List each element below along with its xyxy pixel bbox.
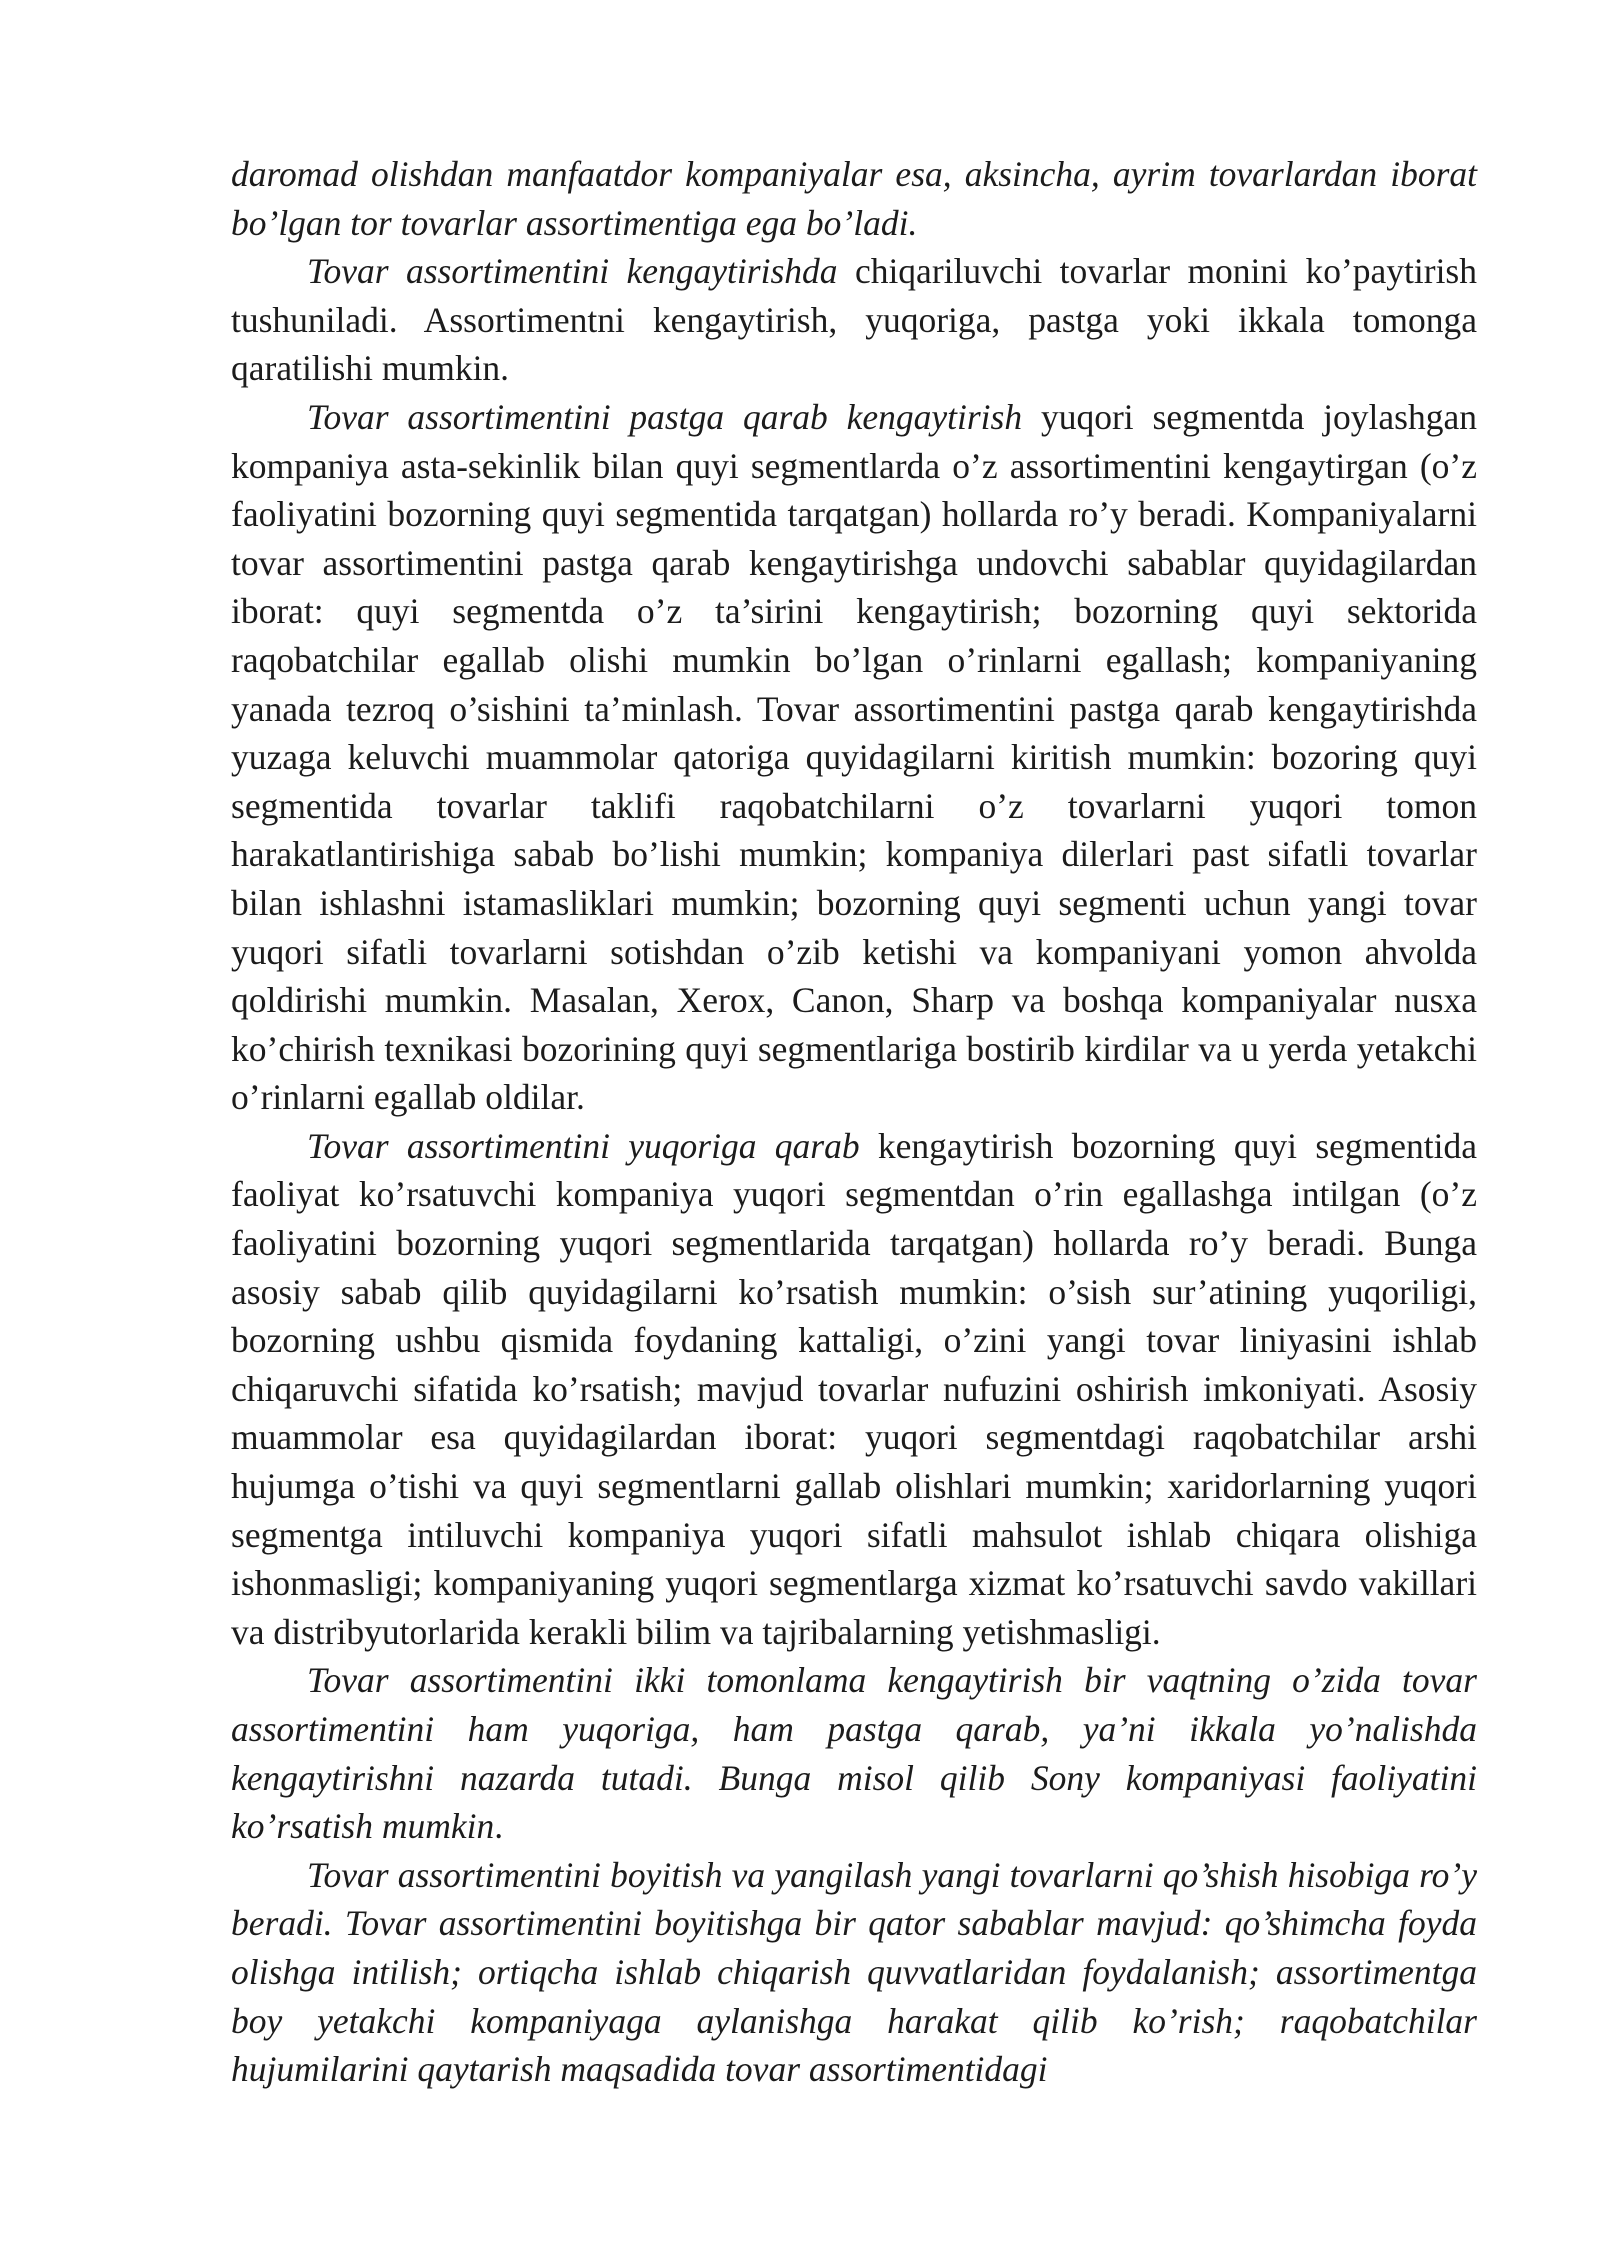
paragraph-2-text: chiqariluvchi tovarlar monini ko’paytirish tushuniladi. Assortimentni kengaytirish, yuqoriga, pastga yoki ikkala tomonga qaratilishi mumkin. xyxy=(231,251,1477,389)
paragraph-2 xyxy=(231,247,1477,393)
paragraph-4-term: Tovar assortimentini yuqoriga qarab xyxy=(307,1125,860,1166)
paragraph-4 xyxy=(231,1122,1477,1657)
paragraph-1-text: daromad olishdan manfaatdor kompaniyalar esa, aksincha, ayrim tovarlardan iborat bo’lgan tor tovarlar assortimentiga ega bo’ladi. xyxy=(231,154,1477,243)
paragraph-3 xyxy=(231,393,1477,1122)
paragraph-5-end: . xyxy=(494,1806,504,1847)
document-page xyxy=(231,150,1477,2094)
paragraph-6-text: Tovar assortimentini boyitish va yangilash yangi tovarlarni qo’shish hisobiga ro’y beradi. Tovar assortimentini boyitishga bir qator sabablar mavjud: qo’shimcha foyda olishga intilish; ortiqcha ishlab chiqarish quvvatlaridan foydalanish; assortimentga boy yetakchi kompaniyaga aylanishga harakat qilib ko’rish; raqobatchilar hujumilarini qaytarish maqsadida tovar assortimentidagi xyxy=(231,1854,1477,2090)
paragraph-1 xyxy=(231,150,1477,247)
paragraph-3-term: Tovar assortimentini pastga qarab kengaytirish xyxy=(307,396,1023,437)
paragraph-2-term: Tovar assortimentini kengaytirishda xyxy=(307,251,838,292)
paragraph-3-text: yuqori segmentda joylashgan kompaniya asta-sekinlik bilan quyi segmentlarda o’z assortimentini kengaytirgan (o’z faoliyatini bozorning quyi segmentida tarqatgan) hollarda ro’y beradi. Kompaniyalarni tovar assortimentini pastga qarab kengaytirishga undovchi sabablar quyidagilardan iborat: quyi segmentda o’z ta’sirini kengaytirish; bozorning quyi sektorida raqobatchilar egallab olishi mumkin bo’lgan o’rinlarni egallash; kompaniyaning yanada tezroq o’sishini ta’minlash. Tovar assortimentini pastga qarab kengaytirishda yuzaga keluvchi muammolar qatoriga quyidagilarni kiritish mumkin: bozoring quyi segmentida tovarlar taklifi raqobatchilarni o’z tovarlarni yuqori tomon harakatlantirishiga sabab bo’lishi mumkin; kompaniya dilerlari past sifatli tovarlar bilan ishlashni istamasliklari mumkin; bozorning quyi segmenti uchun yangi tovar yuqori sifatli tovarlarni sotishdan o’zib ketishi va kompaniyani yomon ahvolda qoldirishi mumkin. Masalan, Xerox, Canon, Sharp va boshqa kompaniyalar nusxa ko’chirish texnikasi bozorining quyi segmentlariga bostirib kirdilar va u yerda yetakchi o’rinlarni egallab oldilar. xyxy=(231,396,1477,1118)
paragraph-5-text: Tovar assortimentini ikki tomonlama kengaytirish bir vaqtning o’zida tovar assortimentini ham yuqoriga, ham pastga qarab, ya’ni ikkala yo’nalishda kengaytirishni nazarda tutadi. Bunga misol qilib Sony kompaniyasi faoliyatini ko’rsatish mumkin xyxy=(231,1660,1477,1847)
paragraph-6 xyxy=(231,1851,1477,2094)
paragraph-5 xyxy=(231,1656,1477,1850)
paragraph-4-text: kengaytirish bozorning quyi segmentida faoliyat ko’rsatuvchi kompaniya yuqori segmentdan o’rin egallashga intilgan (o’z faoliyatini bozorning yuqori segmentlarida tarqatgan) hollarda ro’y beradi. Bunga asosiy sabab qilib quyidagilarni ko’rsatish mumkin: o’sish sur’atining yuqoriligi, bozorning ushbu qismida foydaning kattaligi, o’zini yangi tovar liniyasini ishlab chiqaruvchi sifatida ko’rsatish; mavjud tovarlar nufuzini oshirish imkoniyati. Asosiy muammolar esa quyidagilardan iborat: yuqori segmentdagi raqobatchilar arshi hujumga o’tishi va quyi segmentlarni gallab olishlari mumkin; xaridorlarning yuqori segmentga intiluvchi kompaniya yuqori sifatli mahsulot ishlab chiqara olishiga ishonmasligi; kompaniyaning yuqori segmentlarga xizmat ko’rsatuvchi savdo vakillari va distribyutorlarida kerakli bilim va tajribalarning yetishmasligi. xyxy=(231,1125,1478,1652)
